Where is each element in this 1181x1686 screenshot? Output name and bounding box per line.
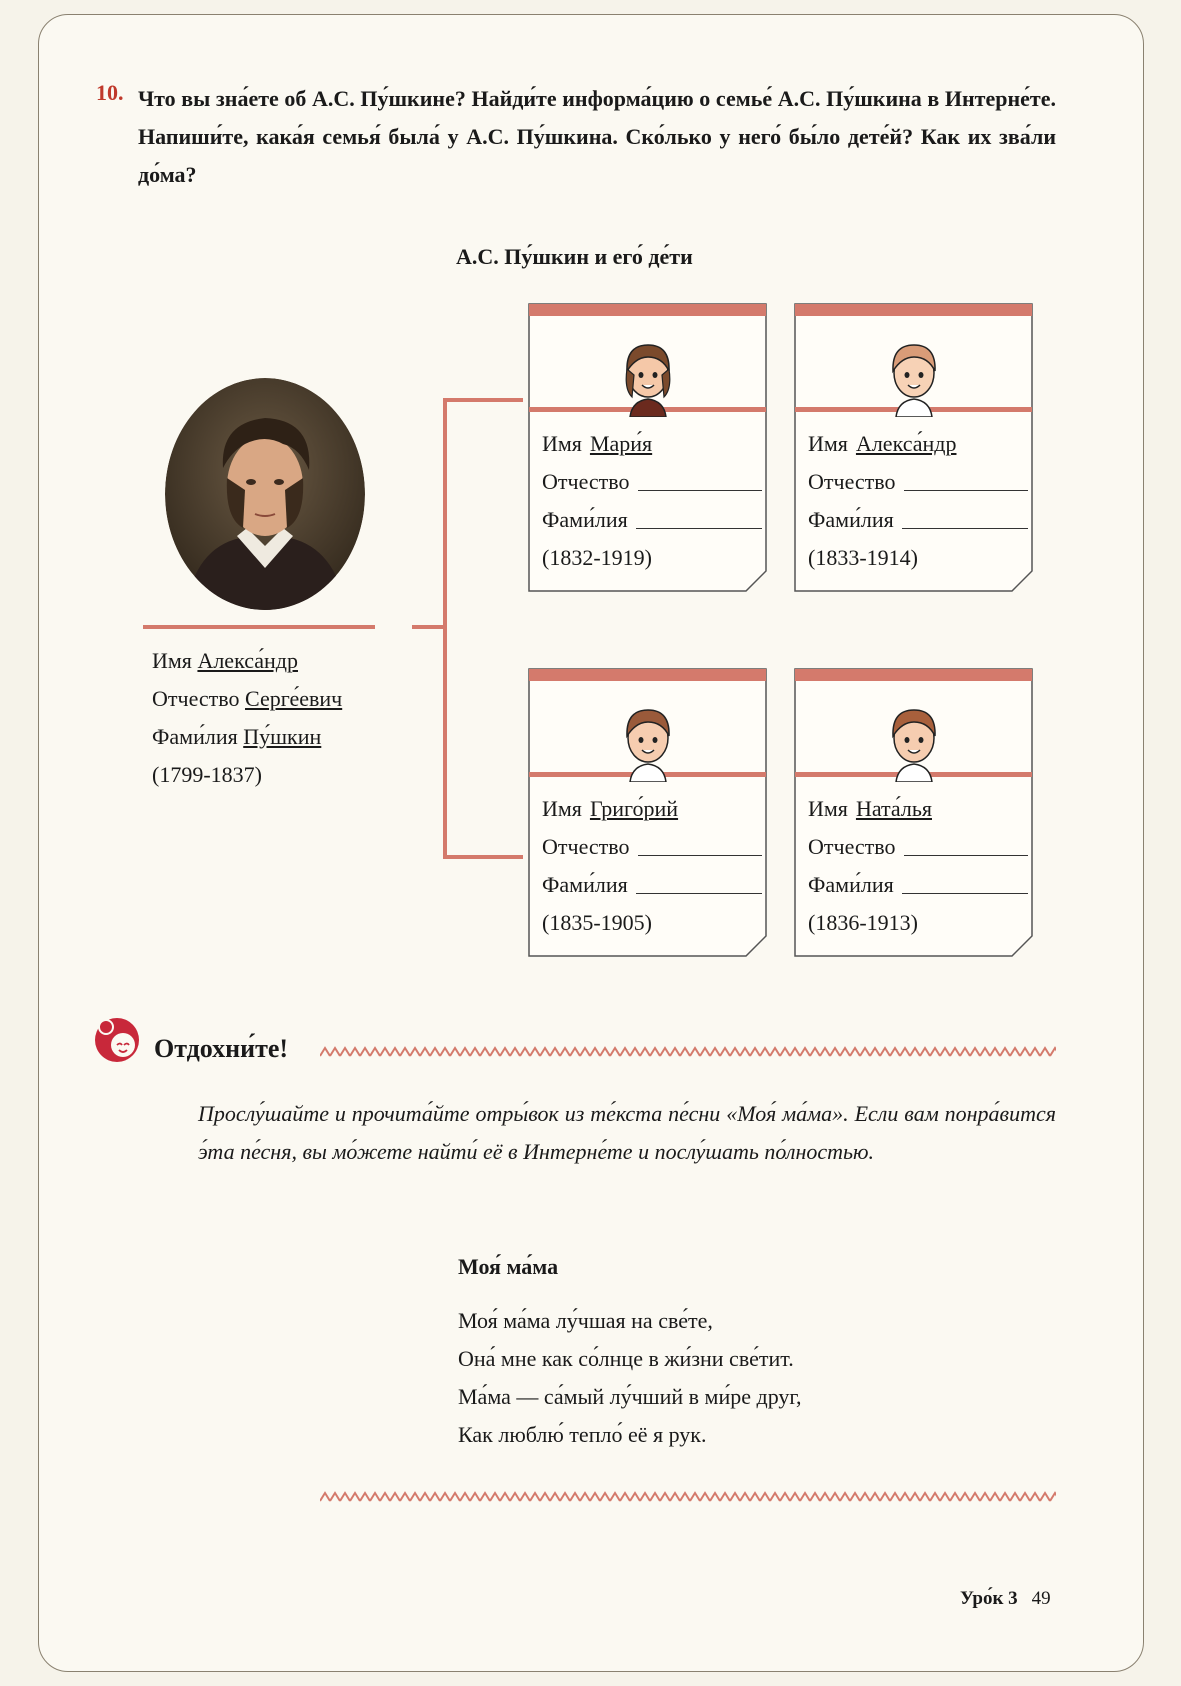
child-face-icon (882, 700, 946, 782)
child-name: Мари́я (589, 431, 653, 456)
child-card (794, 668, 1034, 958)
connector-line (443, 855, 523, 859)
decorative-line (320, 1491, 1056, 1503)
name-label: Имя (808, 796, 848, 821)
child-years: (1835-1905) (542, 910, 652, 935)
song-line: Как люблю́ тепло́ её я рук. (458, 1422, 707, 1447)
decorative-line (320, 1046, 1056, 1058)
name-label: Имя (152, 648, 192, 673)
child-name: Ната́лья (855, 796, 932, 821)
surname-label: Фами́лия (808, 872, 894, 897)
song-line: Моя́ ма́ма лу́чшая на све́те, (458, 1308, 713, 1333)
song-lines (458, 1302, 801, 1454)
child-face-icon (616, 335, 680, 417)
lesson-label: Уро́к 3 (960, 1588, 1018, 1609)
name-label: Имя (808, 431, 848, 456)
patronymic-label: Отчество (152, 686, 240, 711)
child-years: (1836-1913) (808, 910, 918, 935)
name-label: Имя (542, 431, 582, 456)
page-footer (960, 1588, 1051, 1610)
surname-blank[interactable] (636, 501, 762, 529)
diagram-title: А.С. Пу́шкин и его́ де́ти (456, 244, 693, 269)
task-number: 10. (96, 80, 124, 105)
task-text: Что вы зна́ете об А.С. Пу́шкине? Найди́те информа́цию о семье́ А.С. Пу́шкина в Интерне́те. Напиши́те, кака́я семья́ была́ у А.С. Пу́шкина. Ско́лько у него́ бы́ло дете́й? Как их зва́ли до́ма? (138, 86, 1056, 187)
pushkin-patronymic: Серге́евич (245, 686, 343, 711)
child-face-icon (616, 700, 680, 782)
patronymic-blank[interactable] (904, 463, 1029, 491)
surname-label: Фами́лия (542, 872, 628, 897)
connector-line (443, 398, 523, 402)
pushkin-surname: Пу́шкин (243, 724, 322, 749)
song-line: Ма́ма — са́мый лу́чший в ми́ре друг, (458, 1384, 802, 1409)
connector-line (443, 398, 447, 858)
pushkin-underline-bar (143, 625, 375, 629)
patronymic-label: Отчество (542, 469, 630, 494)
rest-text: Прослу́шайте и прочита́йте отры́вок из те́кста пе́сни «Моя́ ма́ма». Если вам понра́вится э́та пе́сня, вы мо́жете найти́ её в Интерне́те и послу́шать по́лностью. (198, 1101, 1056, 1164)
surname-blank[interactable] (902, 866, 1028, 894)
pushkin-info (152, 642, 342, 794)
surname-label: Фами́лия (542, 507, 628, 532)
connector-line (412, 625, 445, 629)
patronymic-label: Отчество (808, 834, 896, 859)
patronymic-label: Отчество (542, 834, 630, 859)
child-name: Алекса́ндр (855, 431, 957, 456)
child-years: (1832-1919) (542, 545, 652, 570)
name-label: Имя (542, 796, 582, 821)
child-card (794, 303, 1034, 593)
page-number: 49 (1031, 1588, 1051, 1609)
smiling-face-icon (94, 1017, 140, 1063)
surname-blank[interactable] (636, 866, 762, 894)
patronymic-label: Отчество (808, 469, 896, 494)
rest-title: Отдохни́те! (154, 1034, 289, 1063)
pushkin-portrait (165, 378, 365, 610)
song-title: Моя́ ма́ма (458, 1254, 559, 1279)
pushkin-name: Алекса́ндр (197, 648, 298, 673)
child-years: (1833-1914) (808, 545, 918, 570)
child-card (528, 303, 768, 593)
surname-label: Фами́лия (152, 724, 238, 749)
patronymic-blank[interactable] (638, 463, 763, 491)
song-line: Она́ мне как со́лнце в жи́зни све́тит. (458, 1346, 794, 1371)
child-card (528, 668, 768, 958)
pushkin-years: (1799-1837) (152, 762, 262, 787)
surname-label: Фами́лия (808, 507, 894, 532)
surname-blank[interactable] (902, 501, 1028, 529)
child-face-icon (882, 335, 946, 417)
patronymic-blank[interactable] (904, 828, 1029, 856)
patronymic-blank[interactable] (638, 828, 763, 856)
child-name: Григо́рий (589, 796, 679, 821)
